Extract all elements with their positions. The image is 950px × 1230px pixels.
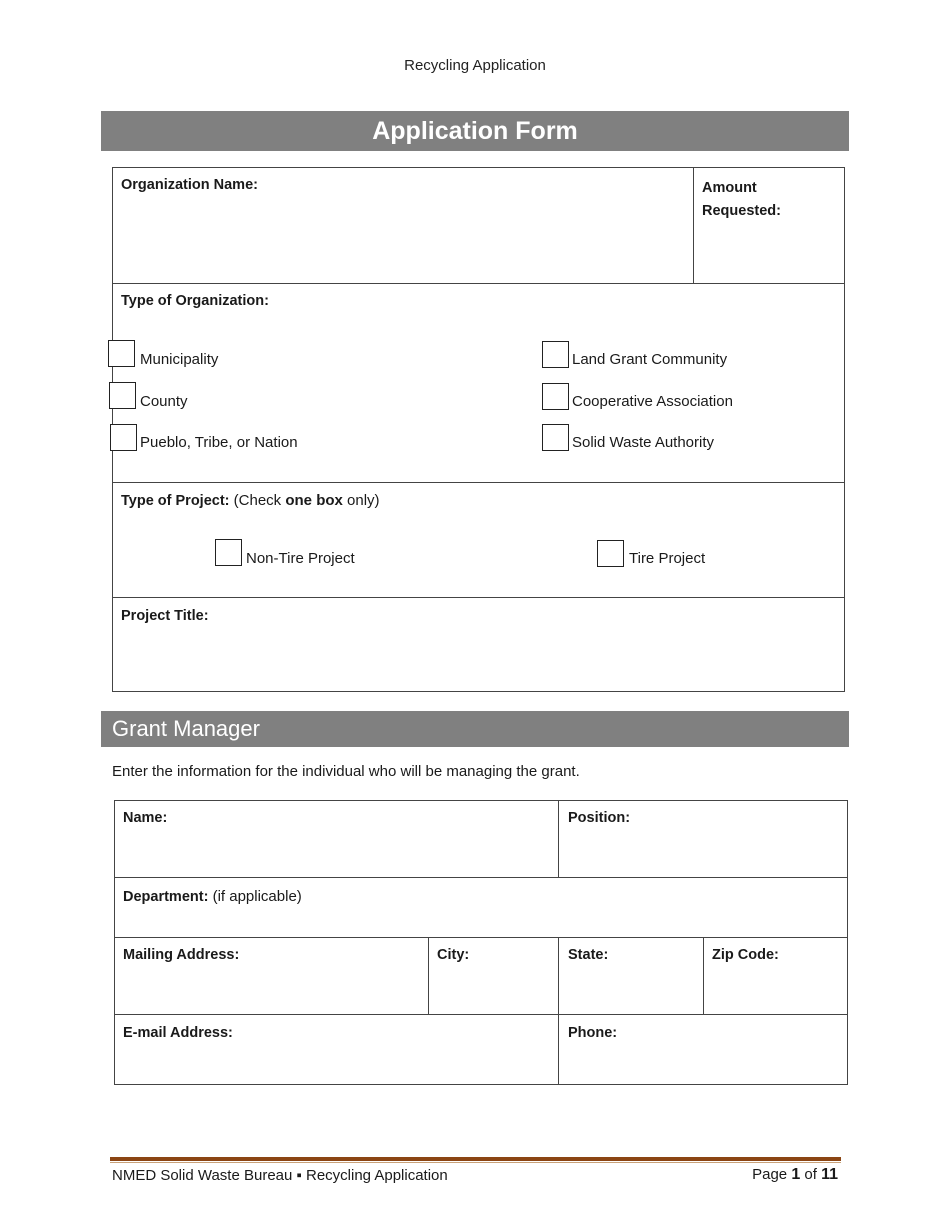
note-emphasis: one box (285, 492, 343, 509)
checkbox-municipality[interactable] (108, 340, 135, 367)
option-label-pueblo-tribe-nation: Pueblo, Tribe, or Nation (140, 434, 298, 451)
department-note: (if applicable) (212, 888, 302, 905)
email-address-label: E-mail Address: (123, 1025, 233, 1041)
checkbox-solid-waste-authority[interactable] (542, 424, 569, 451)
amount-requested-label: Amount Requested: (702, 180, 781, 219)
phone-label: Phone: (568, 1025, 618, 1041)
option-label-cooperative-association: Cooperative Association (572, 393, 733, 410)
organization-name-label: Organization Name: (121, 177, 258, 193)
state-label: State: (568, 947, 609, 963)
note-text: only) (342, 492, 380, 509)
checkbox-pueblo-tribe-nation[interactable] (110, 424, 137, 451)
divider (112, 482, 845, 483)
option-label-county: County (140, 393, 188, 410)
option-label-land-grant-community: Land Grant Community (572, 351, 728, 368)
project-type-note (234, 492, 380, 509)
running-header: Recycling Application (404, 57, 546, 74)
option-label-non-tire-project: Non-Tire Project (246, 550, 355, 567)
option-label-solid-waste-authority: Solid Waste Authority (572, 434, 715, 451)
department-field[interactable] (115, 878, 847, 937)
page-of: of (800, 1166, 822, 1183)
project-title-field[interactable] (113, 598, 844, 691)
checkbox-cooperative-association[interactable] (542, 383, 569, 410)
position-label: Position: (568, 810, 631, 826)
footer-title: NMED Solid Waste Bureau ▪ Recycling Application (112, 1167, 448, 1184)
section-banner-application-form: Application Form (101, 111, 849, 151)
mailing-address-label: Mailing Address: (123, 947, 240, 963)
option-label-municipality: Municipality (140, 351, 219, 368)
footer-rule (110, 1157, 841, 1161)
option-label-tire-project: Tire Project (629, 550, 706, 567)
checkbox-county[interactable] (109, 382, 136, 409)
section-banner-grant-manager: Grant Manager (101, 711, 849, 747)
city-label: City: (437, 947, 470, 963)
project-type-heading (121, 492, 380, 509)
page-current: 1 (791, 1166, 801, 1183)
page-number (752, 1166, 838, 1184)
checkbox-tire-project[interactable] (597, 540, 624, 567)
page-word: Page (752, 1166, 792, 1183)
department-label: Department: (123, 889, 209, 905)
page-total: 11 (821, 1166, 838, 1183)
footer-rule-thin (110, 1162, 841, 1163)
note-text: (Check (233, 492, 286, 509)
name-field[interactable] (115, 801, 558, 877)
name-label: Name: (123, 810, 168, 826)
department-heading (123, 888, 302, 905)
checkbox-land-grant-community[interactable] (542, 341, 569, 368)
project-type-label: Type of Project: (121, 493, 230, 509)
organization-type-label: Type of Organization: (121, 293, 269, 309)
checkbox-non-tire-project[interactable] (215, 539, 242, 566)
project-title-label: Project Title: (121, 608, 209, 624)
grant-manager-intro: Enter the information for the individual who will be managing the grant. (112, 763, 580, 780)
zip-code-label: Zip Code: (712, 947, 779, 963)
divider (112, 283, 845, 284)
